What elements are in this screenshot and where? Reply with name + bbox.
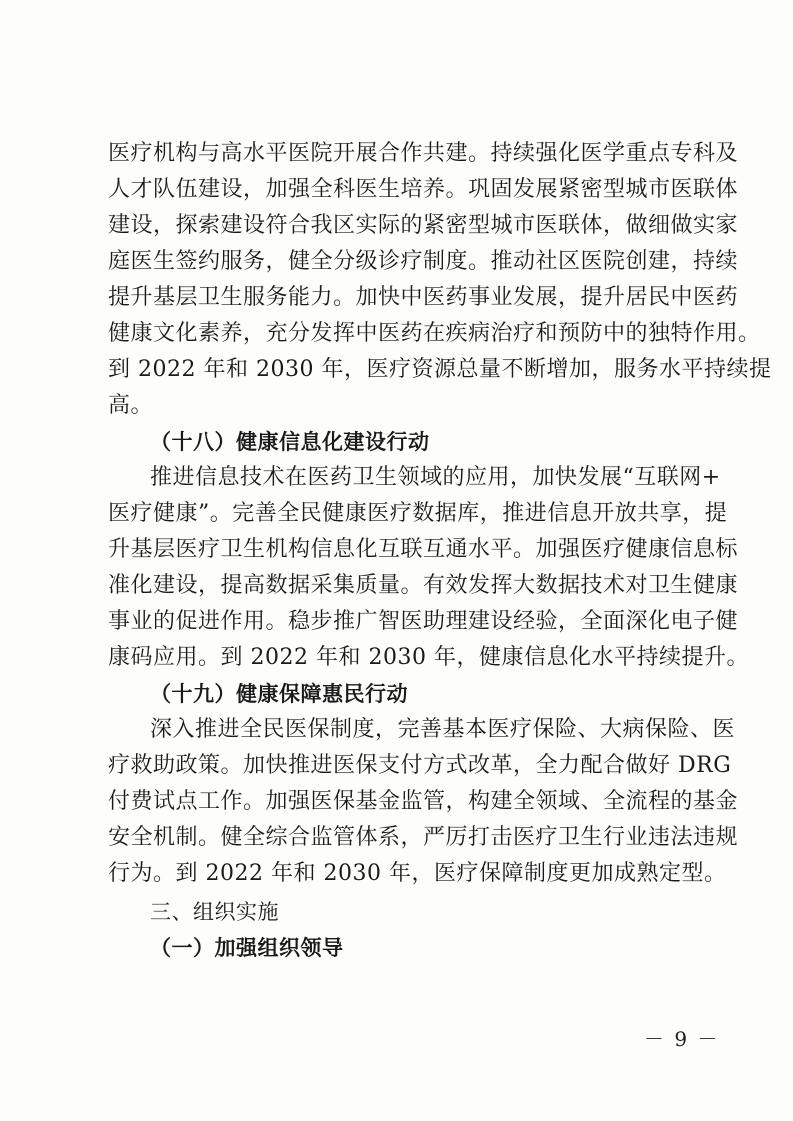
body-text-line: 建设，探索建设符合我区实际的紧密型城市医联体，做细做实家 — [108, 213, 739, 238]
body-text-line: 医疗健康”。完善全民健康医疗数据库，推进信息开放共享，提 — [108, 501, 728, 526]
body-text-line: 到 2022 年和 2030 年，医疗资源总量不断增加，服务水平持续提 — [108, 357, 772, 382]
section-heading: 三、组织实施 — [150, 900, 279, 924]
body-text-line: 安全机制。健全综合监管体系，严厉打击医疗卫生行业违法违规 — [108, 825, 739, 850]
body-text-line: 付费试点工作。加强医保基金监管，构建全领域、全流程的基金 — [108, 789, 739, 814]
body-text-line: 庭医生签约服务，健全分级诊疗制度。推动社区医院创建，持续 — [108, 249, 739, 274]
body-text-line: 准化建设，提高数据采集质量。有效发挥大数据技术对卫生健康 — [108, 573, 739, 598]
body-text-line: 医疗机构与高水平医院开展合作共建。持续强化医学重点专科及 — [108, 141, 739, 166]
body-text-line: 推进信息技术在医药卫生领域的应用，加快发展“互联网+ — [150, 465, 721, 490]
body-text-line: 事业的促进作用。稳步推广智医助理建设经验，全面深化电子健 — [108, 609, 739, 634]
body-text-line: 康码应用。到 2022 年和 2030 年，健康信息化水平持续提升。 — [108, 645, 749, 670]
subsection-heading: （十九）健康保障惠民行动 — [150, 682, 408, 706]
subsection-heading: （十八）健康信息化建设行动 — [150, 430, 430, 454]
body-text-line: 提升基层卫生服务能力。加快中医药事业发展，提升居民中医药 — [108, 285, 739, 310]
body-text-line: 升基层医疗卫生机构信息化互联互通水平。加强医疗健康信息标 — [108, 537, 739, 562]
page-number: － 9 － — [644, 1027, 720, 1051]
body-text-line: 人才队伍建设，加强全科医生培养。巩固发展紧密型城市医联体 — [108, 177, 739, 202]
subsection-heading: （一）加强组织领导 — [150, 936, 344, 960]
body-text-line: 健康文化素养，充分发挥中医药在疾病治疗和预防中的独特作用。 — [108, 321, 761, 346]
body-text-line: 高。 — [108, 393, 154, 418]
body-text-line: 深入推进全民医保制度，完善基本医疗保险、大病保险、医 — [150, 717, 736, 742]
body-text-line: 疗救助政策。加快推进医保支付方式改革，全力配合做好 DRG — [108, 753, 732, 778]
body-text-line: 行为。到 2022 年和 2030 年，医疗保障制度更加成熟定型。 — [108, 861, 727, 886]
